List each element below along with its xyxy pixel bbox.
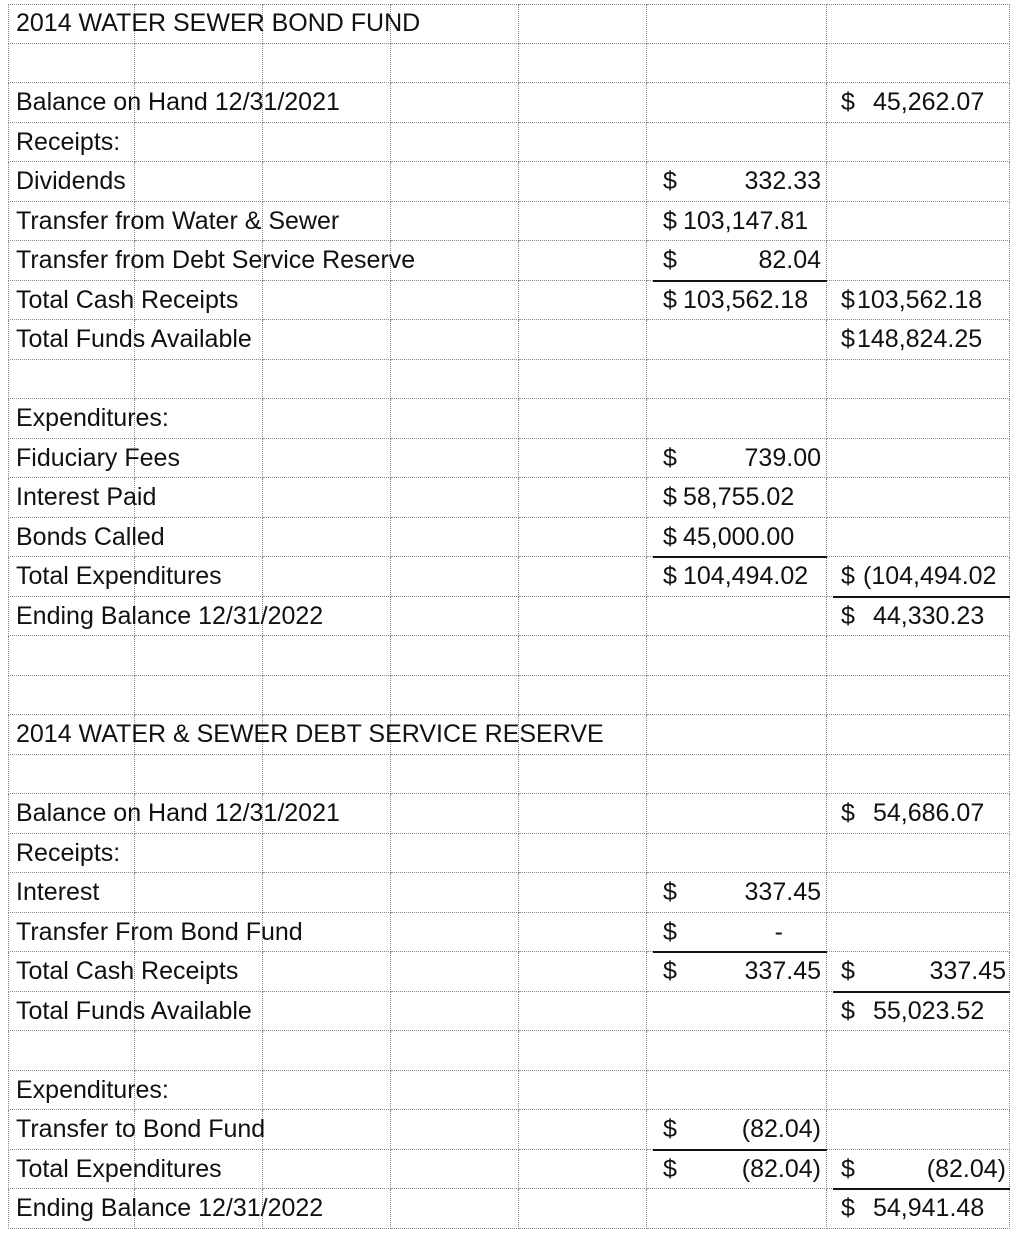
section-title: 2014 WATER SEWER BOND FUND (16, 9, 421, 37)
total-receipts-label: Total Cash Receipts (16, 285, 239, 314)
ending-balance-label: Ending Balance 12/31/2022 (16, 1194, 324, 1222)
expenditures-heading: Expenditures: (16, 1075, 169, 1104)
subtotal-rule (653, 1149, 827, 1151)
receipt-value: $ 103,147.81 (663, 206, 809, 235)
total-funds-value: $ 55,023.52 (841, 996, 985, 1025)
row-blank (8, 44, 1010, 84)
total-receipts-col6: $ 103,562.18 (663, 285, 809, 314)
total-expenditures-col6: $ (82.04) (663, 1154, 821, 1183)
expenditure-label: Interest Paid (16, 483, 157, 511)
row-transfer-debt-reserve (8, 241, 1010, 281)
balance-value: $ 45,262.07 (841, 88, 985, 116)
receipts-heading: Receipts: (16, 127, 121, 156)
row-blank (8, 1031, 1010, 1071)
balance-value: $ 54,686.07 (841, 799, 985, 827)
total-expenditures-label: Total Expenditures (16, 562, 222, 590)
ending-balance-value: $ 44,330.23 (841, 601, 985, 630)
total-funds-value: $ 148,824.25 (841, 325, 983, 353)
receipt-value: $ - (663, 917, 783, 946)
receipt-label: Interest (16, 878, 100, 906)
balance-label: Balance on Hand 12/31/2021 (16, 799, 340, 827)
row-expenditures-heading (8, 1071, 1010, 1111)
row-expenditures-heading (8, 399, 1010, 439)
row-blank (8, 755, 1010, 795)
row-blank (8, 676, 1010, 716)
spreadsheet (8, 4, 1010, 1229)
row-receipts-heading (8, 834, 1010, 874)
row-dividends (8, 162, 1010, 202)
row-total-funds (8, 992, 1010, 1032)
total-rule (833, 596, 1010, 598)
expenditure-value: $ (82.04) (663, 1115, 821, 1143)
subtotal-rule (653, 951, 827, 953)
total-receipts-col6: $ 337.45 (663, 957, 821, 985)
row-bonds-called (8, 518, 1010, 558)
total-rule (833, 1188, 1010, 1190)
expenditure-value: $ 58,755.02 (663, 483, 795, 511)
total-expenditures-label: Total Expenditures (16, 1154, 222, 1183)
total-rule (833, 991, 1010, 993)
total-funds-label: Total Funds Available (16, 325, 252, 353)
expenditure-value: $ 45,000.00 (663, 522, 795, 551)
subtotal-rule (653, 280, 827, 282)
total-funds-label: Total Funds Available (16, 996, 252, 1025)
row-section2-title (8, 715, 1010, 755)
row-fiduciary-fees (8, 439, 1010, 479)
row-interest (8, 873, 1010, 913)
expenditure-label: Fiduciary Fees (16, 443, 180, 472)
total-receipts-col7: $ 103,562.18 (841, 285, 983, 314)
row-total-cash-receipts (8, 952, 1010, 992)
receipt-label: Transfer From Bond Fund (16, 917, 303, 946)
row-ending-balance (8, 1189, 1010, 1229)
expenditure-label: Bonds Called (16, 522, 165, 551)
total-expenditures-col7: $ (104,494.02 (841, 562, 997, 590)
row-blank (8, 636, 1010, 676)
row-transfer-water-sewer (8, 202, 1010, 242)
total-receipts-label: Total Cash Receipts (16, 957, 239, 985)
ending-balance-label: Ending Balance 12/31/2022 (16, 601, 324, 630)
row-receipts-heading (8, 123, 1010, 163)
receipt-value: $ 337.45 (663, 878, 821, 906)
row-transfer-to-bond-fund (8, 1110, 1010, 1150)
row-total-funds (8, 320, 1010, 360)
total-receipts-col7: $ 337.45 (841, 957, 1006, 985)
expenditure-label: Transfer to Bond Fund (16, 1115, 266, 1143)
expenditures-heading: Expenditures: (16, 404, 169, 432)
row-total-expenditures (8, 557, 1010, 597)
receipt-value: $ 82.04 (663, 246, 821, 274)
row-interest-paid (8, 478, 1010, 518)
receipt-label: Transfer from Water & Sewer (16, 206, 340, 235)
row-transfer-from-bond-fund (8, 913, 1010, 953)
subtotal-rule (653, 556, 827, 558)
row-total-expenditures (8, 1150, 1010, 1190)
receipts-heading: Receipts: (16, 838, 121, 867)
row-blank (8, 360, 1010, 400)
section-title: 2014 WATER & SEWER DEBT SERVICE RESERVE (16, 720, 604, 748)
receipt-value: $ 332.33 (663, 167, 821, 195)
ending-balance-value: $ 54,941.48 (841, 1194, 985, 1222)
row-ending-balance (8, 597, 1010, 637)
receipt-label: Transfer from Debt Service Reserve (16, 246, 416, 274)
total-expenditures-col6: $ 104,494.02 (663, 562, 809, 590)
total-expenditures-col7: $ (82.04) (841, 1154, 1006, 1183)
row-section1-title (8, 4, 1010, 44)
row-balance-on-hand (8, 794, 1010, 834)
balance-label: Balance on Hand 12/31/2021 (16, 88, 340, 116)
row-balance-on-hand (8, 83, 1010, 123)
row-total-cash-receipts (8, 281, 1010, 321)
receipt-label: Dividends (16, 167, 126, 195)
expenditure-value: $ 739.00 (663, 443, 821, 472)
